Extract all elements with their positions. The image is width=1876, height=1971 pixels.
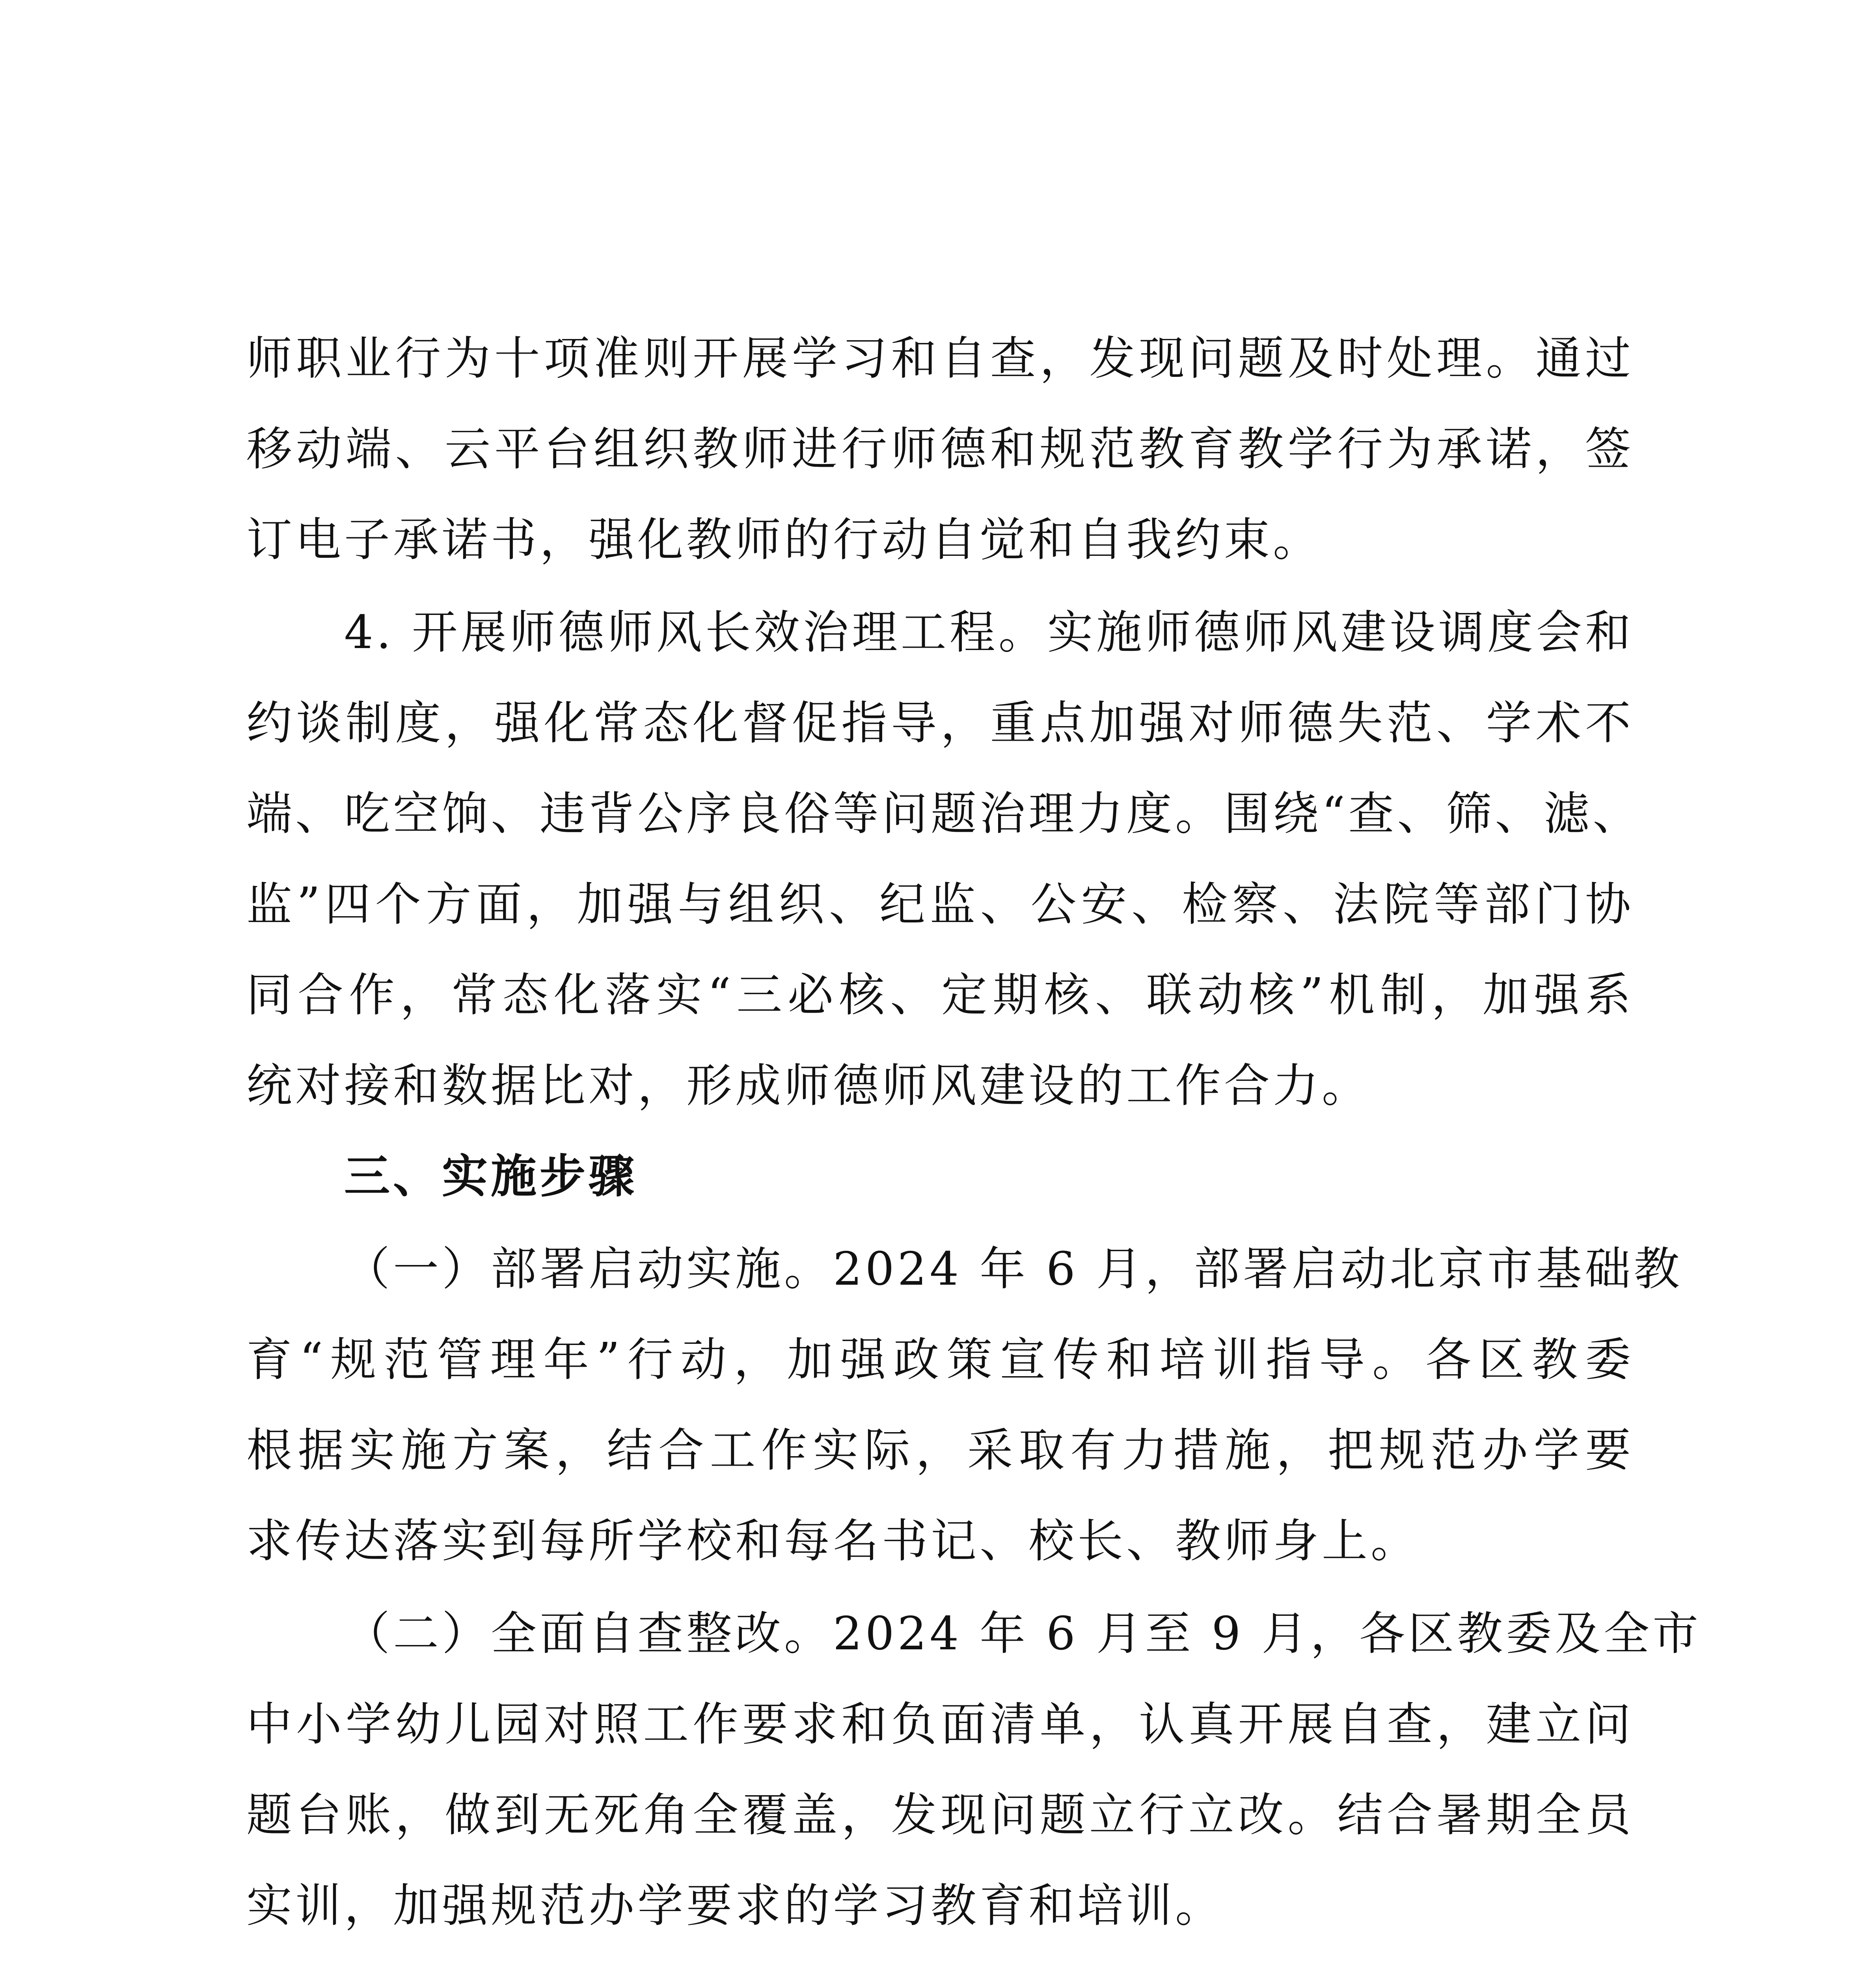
paragraph-line: 4. 开展师德师风长效治理工程。实施师德师风建设调度会和 — [344, 606, 1634, 659]
paragraph-line: （一）部署启动实施。2024 年 6 月，部署启动北京市基础教 — [344, 1243, 1683, 1296]
paragraph-line: 同合作，常态化落实“三必核、定期核、联动核”机制，加强系 — [246, 969, 1634, 1022]
paragraph-line: 移动端、云平台组织教师进行师德和规范教育教学行为承诺，签 — [246, 423, 1634, 476]
paragraph-line: 育“规范管理年”行动，加强政策宣传和培训指导。各区教委 — [246, 1333, 1634, 1386]
paragraph-line: 统对接和数据比对，形成师德师风建设的工作合力。 — [246, 1059, 1371, 1112]
paragraph-line: 中小学幼儿园对照工作要求和负面清单，认真开展自查，建立问 — [246, 1698, 1634, 1751]
paragraph-line: 订电子承诺书，强化教师的行动自觉和自我约束。 — [246, 513, 1322, 566]
paragraph-line: 师职业行为十项准则开展学习和自查，发现问题及时处理。通过 — [246, 332, 1634, 385]
paragraph-line: 端、吃空饷、违背公序良俗等问题治理力度。围绕“查、筛、滤、 — [246, 787, 1642, 840]
paragraph-line: 监”四个方面，加强与组织、纪监、公安、检察、法院等部门协 — [246, 878, 1634, 931]
paragraph-line: 根据实施方案，结合工作实际，采取有力措施，把规范办学要 — [246, 1424, 1634, 1477]
paragraph-line: 约谈制度，强化常态化督促指导，重点加强对师德失范、学术不 — [246, 697, 1634, 750]
paragraph-line: 题台账，做到无死角全覆盖，发现问题立行立改。结合暑期全员 — [246, 1788, 1634, 1842]
paragraph-line: （二）全面自查整改。2024 年 6 月至 9 月，各区教委及全市 — [344, 1607, 1702, 1660]
paragraph-line: 求传达落实到每所学校和每名书记、校长、教师身上。 — [246, 1515, 1420, 1568]
section-heading: 三、实施步骤 — [344, 1150, 637, 1203]
paragraph-line: 实训，加强规范办学要求的学习教育和培训。 — [246, 1879, 1224, 1932]
